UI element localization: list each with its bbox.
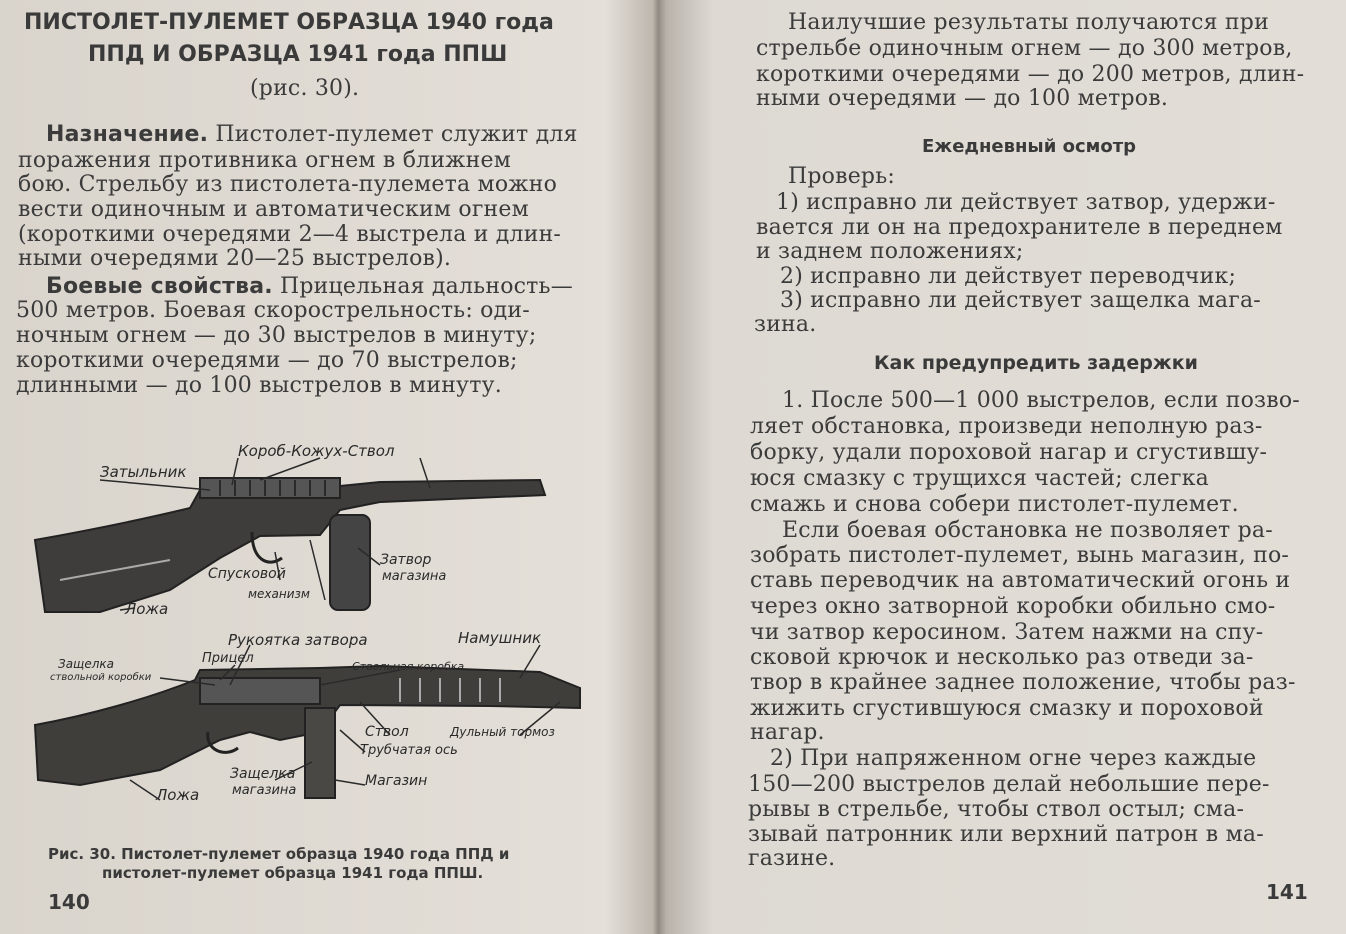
prevent-line: Если боевая обстановка не позволяет ра- bbox=[782, 518, 1273, 543]
intro-line: короткими очередями — до 200 метров, длин- bbox=[756, 62, 1305, 87]
label-zatylnik: Затыльник bbox=[100, 463, 187, 481]
prevent-line: смажь и снова собери пистолет-пулемет. bbox=[750, 492, 1239, 517]
inspect-line: 1) исправно ли действует затвор, удержи- bbox=[776, 190, 1276, 215]
inspect-heading: Ежедневный осмотр bbox=[922, 136, 1137, 157]
inspect-line: зина. bbox=[754, 312, 817, 337]
label-spuskovoy: Спусковой bbox=[208, 566, 286, 582]
inspect-line: 2) исправно ли действует переводчик; bbox=[780, 264, 1237, 289]
combat-paragraph bbox=[46, 274, 573, 300]
prevent-line: 1. После 500—1 000 выстрелов, если позво- bbox=[782, 388, 1300, 413]
label-korob: Короб-Кожух-Ствол bbox=[238, 442, 395, 460]
page-number-right: 141 bbox=[1266, 880, 1308, 904]
prevent-line: газине. bbox=[748, 846, 836, 871]
prevent-line: жижить сгустившуюся смазку и пороховой bbox=[750, 696, 1264, 721]
intro-line: ными очередями — до 100 метров. bbox=[756, 86, 1169, 111]
prevent-line: чи затвор керосином. Затем нажми на спу- bbox=[750, 620, 1264, 645]
prevent-line: 2) При напряженном огне через каждые bbox=[770, 746, 1257, 771]
label-lozha-2: Ложа bbox=[156, 786, 200, 804]
combat-line: короткими очередями — до 70 выстрелов; bbox=[16, 348, 518, 373]
label-rukoyatka: Рукоятка затвора bbox=[228, 631, 368, 649]
intro-line: Наилучшие результаты получаются при bbox=[788, 10, 1269, 35]
label-dulny-tormoz: Дульный тормоз bbox=[450, 725, 555, 739]
purpose-line: поражения противника огнем в ближнем bbox=[18, 148, 512, 173]
combat-line: Прицельная дальность— bbox=[280, 274, 573, 299]
purpose-line: (короткими очередями 2—4 выстрела и длин- bbox=[18, 222, 562, 247]
inspect-line: 3) исправно ли действует защелка мага- bbox=[780, 288, 1261, 313]
label-stvolnaya-korobka: Ствольная коробка bbox=[352, 660, 465, 673]
inspect-line: вается ли он на предохранителе в переднем bbox=[756, 215, 1283, 240]
label-zashchelka-magazina: Защелка bbox=[230, 766, 296, 782]
page-title-line2: ППД И ОБРАЗЦА 1941 года ППШ bbox=[88, 42, 508, 67]
purpose-line: Пистолет-пулемет служит для bbox=[215, 122, 578, 147]
ppd-ppsh-figure bbox=[20, 440, 620, 820]
prevent-line: зобрать пистолет-пулемет, вынь магазин, по- bbox=[750, 543, 1290, 568]
purpose-heading: Назначение. bbox=[46, 122, 209, 147]
prevent-line: 150—200 выстрелов делай небольшие пере- bbox=[748, 772, 1270, 797]
label-zashchelka-korobki: Защелка bbox=[58, 657, 115, 671]
label-magazin: Магазин bbox=[365, 773, 428, 789]
prevent-heading: Как предупредить задержки bbox=[874, 352, 1198, 374]
combat-line: 500 метров. Боевая скорострельность: оди- bbox=[16, 298, 530, 323]
combat-heading: Боевые свойства. bbox=[46, 274, 273, 299]
label-zashchelka-magazina-2: магазина bbox=[232, 783, 297, 798]
label-stvol: Ствол bbox=[365, 724, 409, 740]
prevent-line: ляет обстановка, произведи неполную раз- bbox=[750, 414, 1263, 439]
combat-line: длинными — до 100 выстрелов в минуту. bbox=[16, 373, 502, 398]
page-title-line1: ПИСТОЛЕТ-ПУЛЕМЕТ ОБРАЗЦА 1940 года bbox=[24, 10, 554, 35]
label-pritsel: Прицел bbox=[202, 651, 254, 666]
intro-line: стрельбе одиночным огнем — до 300 метров, bbox=[756, 36, 1293, 61]
page-number-left: 140 bbox=[48, 890, 90, 914]
purpose-line: ными очередями 20—25 выстрелов). bbox=[18, 246, 452, 271]
purpose-line: вести одиночным и автоматическим огнем bbox=[18, 197, 529, 222]
inspect-line: и заднем положениях; bbox=[756, 239, 1024, 264]
left-page bbox=[0, 0, 650, 934]
right-page bbox=[652, 0, 1346, 934]
prevent-line: нагар. bbox=[750, 720, 825, 745]
prevent-line: твор в крайнее заднее положение, чтобы раз- bbox=[750, 670, 1296, 695]
label-zashchelka-korobki-2: ствольной коробки bbox=[50, 672, 152, 683]
label-zatvor-magazina-2: магазина bbox=[382, 569, 447, 584]
purpose-line: бою. Стрельбу из пистолета-пулемета можно bbox=[18, 172, 558, 197]
figure-caption-line1: Рис. 30. Пистолет-пулемет образца 1940 года ППД и bbox=[48, 845, 510, 863]
prevent-line: ставь переводчик на автоматический огонь и bbox=[750, 568, 1291, 593]
figure-caption-line2: пистолет-пулемет образца 1941 года ППШ. bbox=[102, 864, 484, 882]
combat-line: ночным огнем — до 30 выстрелов в минуту; bbox=[16, 323, 537, 348]
label-spuskovoy-2: механизм bbox=[248, 587, 310, 601]
label-lozha-1: Ложа bbox=[125, 600, 169, 618]
prevent-line: зывай патронник или верхний патрон в ма- bbox=[748, 822, 1264, 847]
prevent-line: юся смазку с трущихся частей; слегка bbox=[750, 466, 1209, 491]
purpose-paragraph bbox=[46, 122, 578, 148]
label-namushnik: Намушник bbox=[458, 629, 542, 647]
label-trubchataya-os: Трубчатая ось bbox=[360, 743, 458, 758]
prevent-line: через окно затворной коробки обильно смо- bbox=[750, 594, 1276, 619]
prevent-line: рывы в стрельбе, чтобы ствол остыл; сма- bbox=[748, 797, 1245, 822]
label-zatvor-magazina: Затвор bbox=[380, 552, 432, 568]
prevent-line: сковой крючок и несколько раз отведи за- bbox=[750, 645, 1254, 670]
prevent-line: борку, удали пороховой нагар и сгустившу- bbox=[750, 440, 1268, 465]
figure-reference: (рис. 30). bbox=[250, 76, 360, 101]
inspect-line: Проверь: bbox=[788, 164, 895, 189]
